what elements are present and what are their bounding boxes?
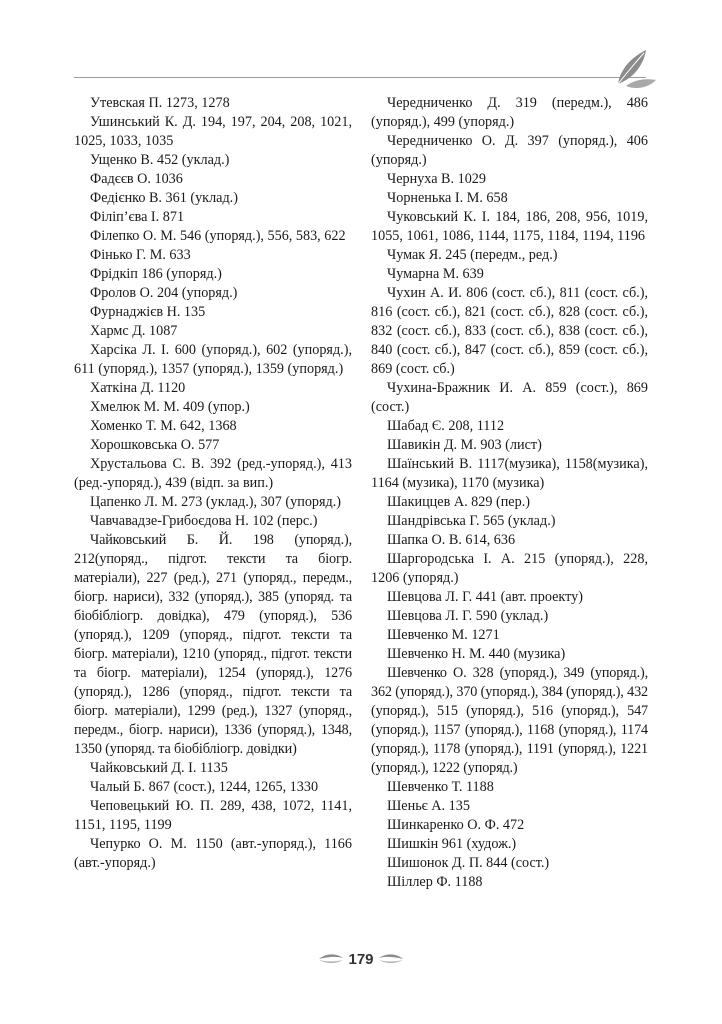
index-entry: Чернуха В. 1029: [387, 171, 486, 187]
index-entry: Хорошковська О. 577: [90, 437, 220, 453]
index-entry: Чайковський Д. І. 1135: [90, 760, 228, 776]
index-entry: Шандрівська Г. 565 (уклад.): [387, 513, 556, 529]
index-entry: Чередниченко О. Д. 397 (упоряд.), 406 (упоряд.): [371, 133, 648, 168]
index-entry: Чепурко О. М. 1150 (авт.-упоряд.), 1166 (авт.-упоряд.): [74, 836, 352, 871]
index-entry: Шіллер Ф. 1188: [387, 874, 483, 890]
index-entry: Фролов О. 204 (упоряд.): [90, 285, 238, 301]
index-entry: Шавикін Д. М. 903 (лист): [387, 437, 542, 453]
page-number: 179: [348, 950, 374, 968]
index-entry: Хоменко Т. М. 642, 1368: [90, 418, 237, 434]
index-entry: Філепко О. М. 546 (упоряд.), 556, 583, 622: [90, 228, 346, 244]
index-entry: Чуковський К. І. 184, 186, 208, 956, 1019, 1055, 1061, 1086, 1144, 1175, 1184, 1194, 1196: [371, 209, 648, 244]
index-entry: Чалый Б. 867 (сост.), 1244, 1265, 1330: [90, 779, 319, 795]
leaf-ornament-icon: [612, 44, 658, 88]
index-entry: Чавчавадзе-Грибоєдова Н. 102 (перс.): [90, 513, 318, 529]
index-entry: Шаїнський В. 1117(музика), 1158(музика), 1164 (музика), 1170 (музика): [371, 456, 648, 491]
index-entry: Чумак Я. 245 (передм., ред.): [387, 247, 558, 263]
index-entry: Чайковський Б. Й. 198 (упоряд.), 212(упоряд., підгот. тексти та біогр. матеріали), 227 (ред.), 271 (упоряд., передм., біогр. нариси), 332 (упоряд.), 385 (упоряд. та біобібліогр. довідка), 479 (упоряд.), 536 (упоряд.), 1209 (упоряд., підгот. тексти та біогр. матеріали), 1210 (упоряд., підгот. тексти та біогр. матеріали), 1254 (упоряд.), 1276 (упоряд.), 1286 (упоряд., підгот. тексти та біогр. матеріали), 1299 (ред.), 1327 (упоряд., передм., біогр. нариси), 1336 (упоряд.), 1348, 1350 (упоряд. та біобібліогр. довідки): [74, 532, 352, 757]
swoosh-left-icon: [318, 952, 344, 966]
index-entry: Шеньє А. 135: [387, 798, 470, 814]
index-entry: Утевская П. 1273, 1278: [90, 95, 230, 111]
index-entry: Ущенко В. 452 (уклад.): [90, 152, 230, 168]
index-entry: Чухина-Бражник И. А. 859 (сост.), 869 (сост.): [371, 380, 648, 415]
index-entry: Шевченко Т. 1188: [387, 779, 494, 795]
index-entry: Федієнко В. 361 (уклад.): [90, 190, 238, 206]
index-entry: Фурнаджієв Н. 135: [90, 304, 206, 320]
index-entry: Чорненька І. М. 658: [387, 190, 508, 206]
index-entry: Шаргородська І. А. 215 (упоряд.), 228, 1206 (упоряд.): [371, 551, 648, 586]
index-entry: Шевченко О. 328 (упоряд.), 349 (упоряд.), 362 (упоряд.), 370 (упоряд.), 384 (упоряд.), 432 (упоряд.), 515 (упоряд.), 516 (упоряд.), 547 (упоряд.), 1157 (упоряд.), 1168 (упоряд.), 1174 (упоряд.), 1178 (упоряд.), 1191 (упоряд.), 1221 (упоряд.), 1222 (упоряд.): [371, 665, 648, 776]
header-rule: [74, 77, 646, 78]
index-entry: Чухин А. И. 806 (сост. сб.), 811 (сост. сб.), 816 (сост. сб.), 821 (сост. сб.), 828 (сост. сб.), 832 (сост. сб.), 833 (сост. сб.), 838 (сост. сб.), 840 (сост. сб.), 847 (сост. сб.), 859 (сост. сб.), 869 (сост. сб.): [371, 285, 648, 377]
index-entry: Шевцова Л. Г. 590 (уклад.): [387, 608, 549, 624]
index-entry: Ушинський К. Д. 194, 197, 204, 208, 1021, 1025, 1033, 1035: [74, 114, 352, 149]
index-entry: Фрідкіп 186 (упоряд.): [90, 266, 222, 282]
index-column-right: [371, 94, 648, 892]
index-entry: Хмелюк М. М. 409 (упор.): [90, 399, 250, 415]
index-entry: Цапенко Л. М. 273 (уклад.), 307 (упоряд.): [90, 494, 342, 510]
index-entry: Чеповецький Ю. П. 289, 438, 1072, 1141, 1151, 1195, 1199: [74, 798, 352, 833]
index-entry: Шевченко М. 1271: [387, 627, 500, 643]
page-footer: [0, 948, 722, 970]
index-entry: Хрустальова С. В. 392 (ред.-упоряд.), 413 (ред.-упоряд.), 439 (відп. за вип.): [74, 456, 352, 491]
index-entry: Шакиццев А. 829 (пер.): [387, 494, 530, 510]
index-entry: Хаткіна Д. 1120: [90, 380, 186, 396]
index-entry: Фадєєв О. 1036: [90, 171, 183, 187]
index-entry: Хармс Д. 1087: [90, 323, 178, 339]
index-entry: Шевцова Л. Г. 441 (авт. проекту): [387, 589, 583, 605]
index-entry: Чумарна М. 639: [387, 266, 484, 282]
index-entry: Шевченко Н. М. 440 (музика): [387, 646, 566, 662]
swoosh-right-icon: [378, 952, 404, 966]
index-entry: Чередниченко Д. 319 (передм.), 486 (упоряд.), 499 (упоряд.): [371, 95, 648, 130]
index-entry: Шапка О. В. 614, 636: [387, 532, 516, 548]
index-entry: Філіп’єва І. 871: [90, 209, 185, 225]
index-column-left: [74, 94, 352, 873]
index-entry: Шинкаренко О. Ф. 472: [387, 817, 525, 833]
index-entry: Шишкін 961 (худож.): [387, 836, 517, 852]
index-entry: Фінько Г. М. 633: [90, 247, 191, 263]
index-entry: Шишонок Д. П. 844 (сост.): [387, 855, 550, 871]
index-entry: Шабад Є. 208, 1112: [387, 418, 505, 434]
index-entry: Харсіка Л. І. 600 (упоряд.), 602 (упоряд.), 611 (упоряд.), 1357 (упоряд.), 1359 (упоряд.): [74, 342, 352, 377]
